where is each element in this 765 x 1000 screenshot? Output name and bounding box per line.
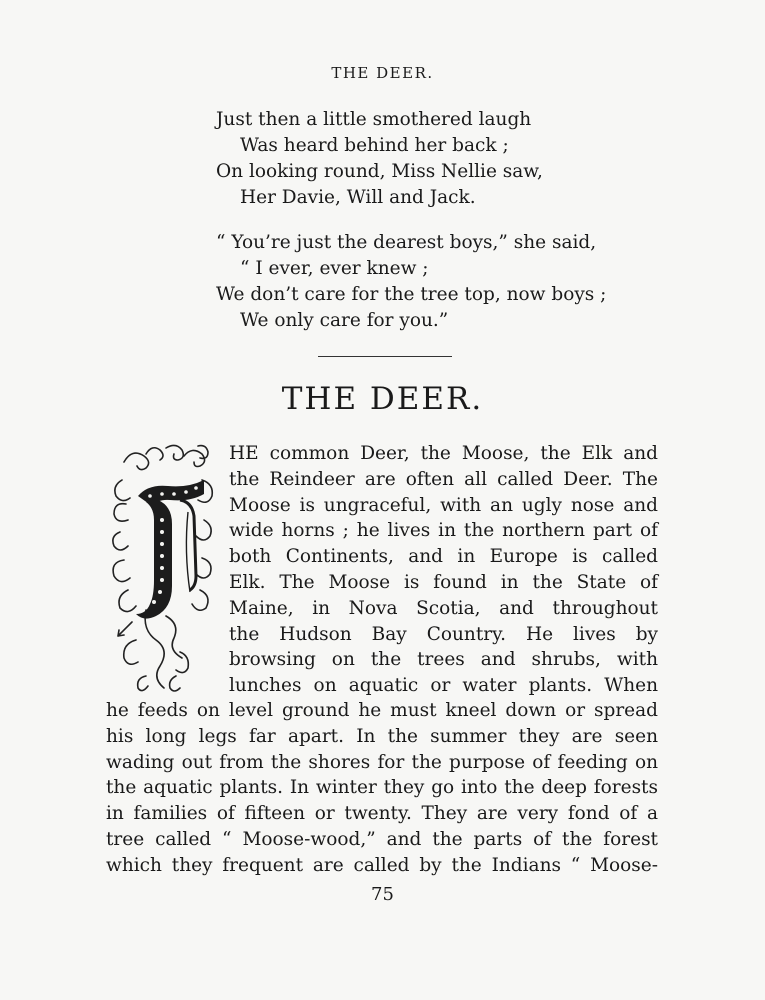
body-line: wading out from the shores for the purpose of feeding on [106,751,658,773]
body-line: his long legs far apart. In the summer they are seen [106,725,658,747]
section-divider [318,356,452,357]
body-line: HE common Deer, the Moose, the Elk and [229,443,658,464]
poem-line: On looking round, Miss Nellie saw, [216,161,543,182]
running-head: THE DEER. [331,64,434,82]
poem-line: Her Davie, Will and Jack. [240,187,476,208]
body-paragraph-full [106,698,658,879]
body-line: Maine, in Nova Scotia, and throughout [229,597,658,619]
body-line: the Hudson Bay Country. He lives by [229,623,658,645]
drop-cap-illumination [106,440,216,695]
drop-cap-letter-shape [136,480,204,619]
section-title: THE DEER. [281,381,484,417]
body-paragraph-indented [229,441,658,699]
body-line: browsing on the trees and shrubs, with [229,649,658,671]
body-line: the aquatic plants. In winter they go into the deep forests [106,777,658,799]
body-line: which they frequent are called by the Indians “ Moose- [106,854,658,876]
poem-line: Was heard behind her back ; [240,135,509,156]
page-number: 75 [371,884,394,905]
poem-line: “ I ever, ever knew ; [240,258,429,279]
body-line: Elk. The Moose is found in the State of [229,571,658,593]
body-line: he feeds on level ground he must kneel down or spread [106,700,658,721]
poem-line: We only care for you.” [240,310,449,331]
ornamental-drop-cap [106,440,216,695]
body-line: lunches on aquatic or water plants. When [229,675,658,697]
poem-stanza-2 [216,230,636,334]
poem-line: We don’t care for the tree top, now boys ; [216,284,607,305]
body-line: wide horns ; he lives in the northern part of [229,520,658,542]
body-line: Moose is ungraceful, with an ugly nose and [229,494,658,516]
poem-line: Just then a little smothered laugh [216,109,532,130]
poem-stanza-1 [216,107,636,211]
body-line: the Reindeer are often all called Deer. The [229,468,658,490]
body-line: both Continents, and in Europe is called [229,546,658,568]
body-line: tree called “ Moose-wood,” and the parts of the forest [106,828,658,850]
poem-line: “ You’re just the dearest boys,” she said, [216,232,597,253]
body-line: in families of fifteen or twenty. They are very fond of a [106,803,658,825]
